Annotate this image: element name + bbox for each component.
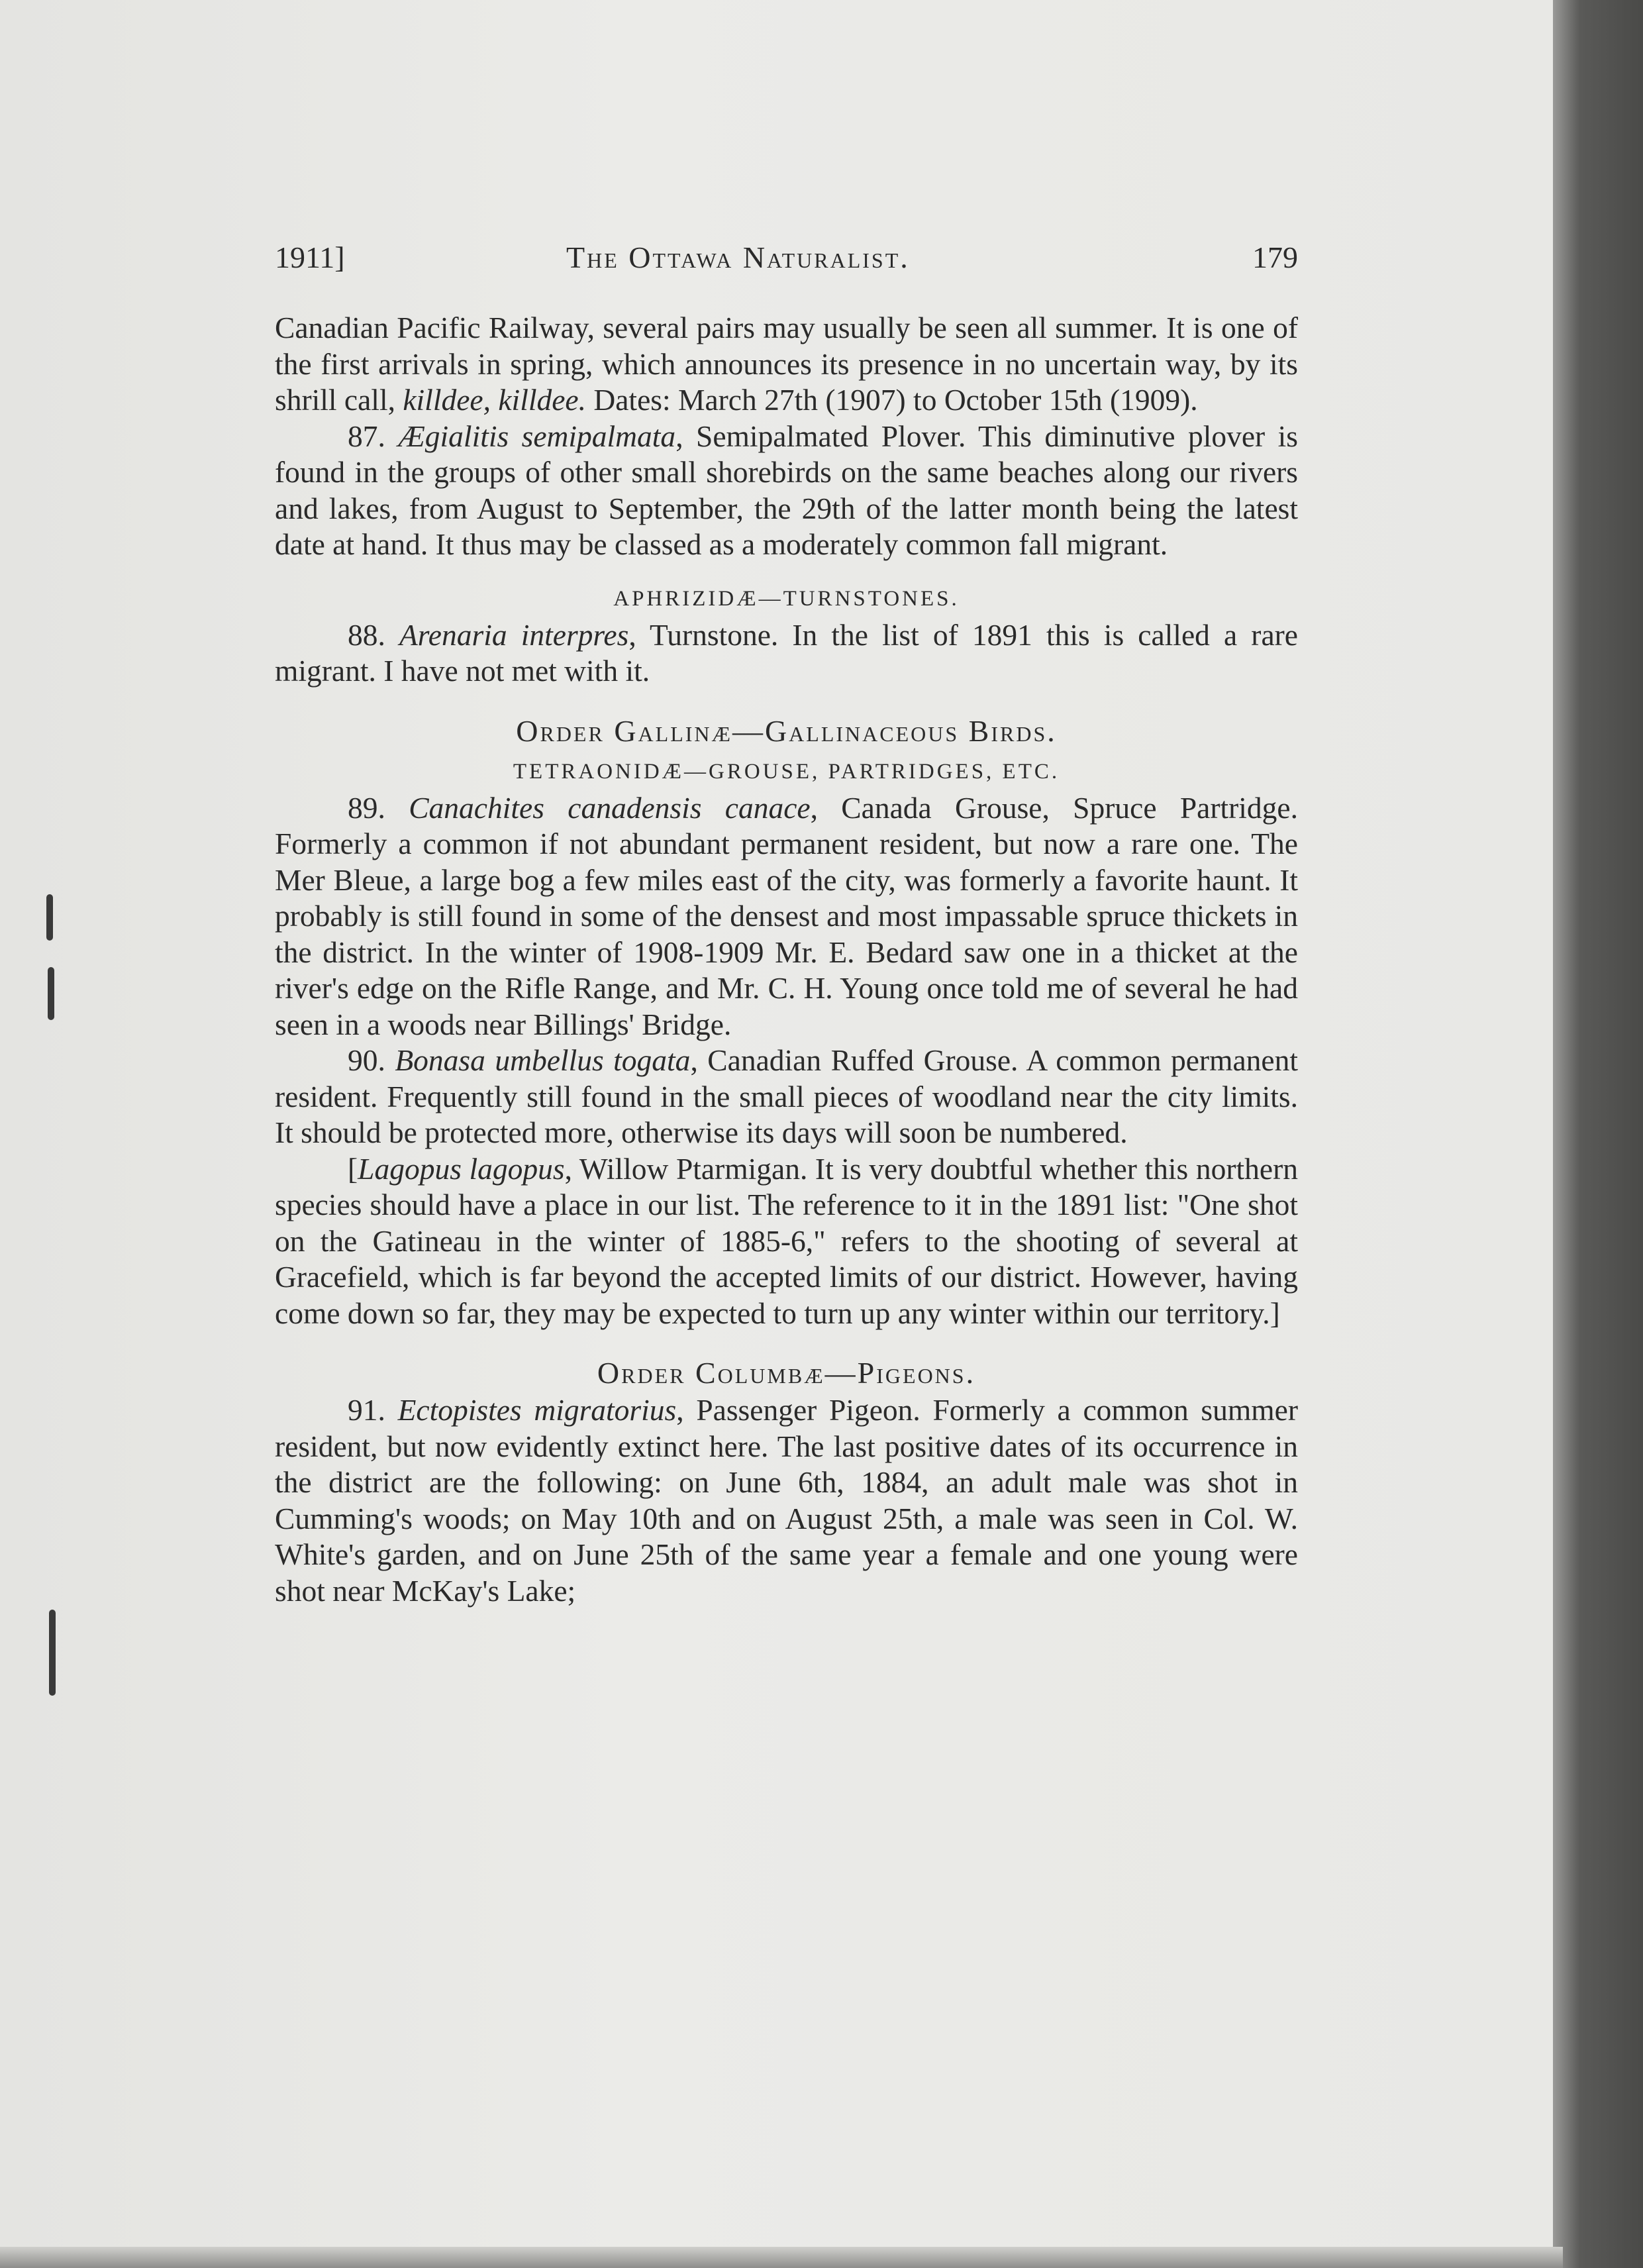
- order-heading: Order Gallinæ—Gallinaceous Birds.: [516, 713, 1057, 748]
- family-heading: TETRAONIDÆ—GROUSE, PARTRIDGES, ETC.: [513, 759, 1060, 784]
- running-header: [275, 240, 1298, 280]
- scientific-name: Ægialitis semipalmata: [398, 419, 676, 453]
- paragraph-killdeer-continued: Canadian Pacific Railway, several pairs may usually be seen all summer. It is one of the first arrivals in spring, which announces its presence in no uncertain way, by its shrill call, killdee, killdee. Dates: March 27th (1907) to October 15th (1909).: [275, 311, 1298, 417]
- scientific-name: Arenaria interpres: [399, 617, 629, 652]
- binding-mark: [46, 894, 53, 941]
- header-year: 1911]: [275, 240, 345, 274]
- header-journal-title: The Ottawa Naturalist.: [566, 240, 910, 274]
- scientific-name: Canachites canadensis canace: [409, 790, 811, 825]
- binding-mark: [48, 967, 54, 1020]
- page-edge-shadow: [1553, 0, 1643, 2268]
- scientific-name: Bonasa umbellus togata: [395, 1043, 691, 1077]
- species-entry-88: 88. Arenaria interpres, Turnstone. In the list of 1891 this is called a rare migrant. I have not met with it.: [275, 617, 1299, 688]
- order-heading: Order Columbæ—Pigeons.: [597, 1356, 976, 1390]
- species-entry-91: 91. Ectopistes migratorius, Passenger Pigeon. Formerly a common summer resident, but now evidently extinct here. The last positive dates of its occurrence in the district are the following: on June 6th, 1884, an adult male was shot in Cumming's woods; on May 10th and on August 25th, a male was seen in Col. W. White's garden, and on June 25th of the same year a female and one young were shot near McKay's Lake;: [275, 1393, 1298, 1608]
- page-bottom-edge: [0, 2247, 1563, 2268]
- page-number: 179: [1252, 240, 1298, 274]
- species-entry-87: 87. Ægialitis semipalmata, Semipalmated Plover. This diminutive plover is found in the groups of other small shorebirds on the same beaches along our rivers and lakes, from August to September, the 29th of the latter month being the latest date at hand. It thus may be classed as a moderately common fall migrant.: [275, 419, 1298, 561]
- body-text: [275, 310, 1298, 1609]
- species-entry-89: 89. Canachites canadensis canace, Canada Grouse, Spruce Partridge. Formerly a common if not abundant permanent resident, but now a rare one. The Mer Bleue, a large bog a few miles east of the city, was formerly a favorite haunt. It probably is still found in some of the densest and most impassable spruce thickets in the district. In the winter of 1908-1909 Mr. E. Bedard saw one in a thicket at the river's edge on the Rifle Range, and Mr. C. H. Young once told me of several he had seen in a woods near Billings' Bridge.: [275, 790, 1298, 1041]
- binding-mark: [49, 1610, 56, 1696]
- family-heading: APHRIZIDÆ—TURNSTONES.: [613, 586, 960, 611]
- scientific-name: Ectopistes migratorius: [397, 1393, 677, 1427]
- call-text: killdee, killdee.: [403, 383, 586, 417]
- species-entry-90: 90. Bonasa umbellus togata, Canadian Ruffed Grouse. A common permanent resident. Frequently still found in the small pieces of woodland near the city limits. It should be protected more, otherwise its days will soon be numbered.: [275, 1043, 1298, 1149]
- species-entry-lagopus: [Lagopus lagopus, Willow Ptarmigan. It is very doubtful whether this northern species should have a place in our list. The reference to it in the 1891 list: "One shot on the Gatineau in the winter of 1885-6," refers to the shooting of several at Gracefield, which is far beyond the accepted limits of our district. However, having come down so far, they may be expected to turn up any winter within our territory.]: [275, 1151, 1298, 1330]
- scientific-name: Lagopus lagopus: [358, 1151, 565, 1186]
